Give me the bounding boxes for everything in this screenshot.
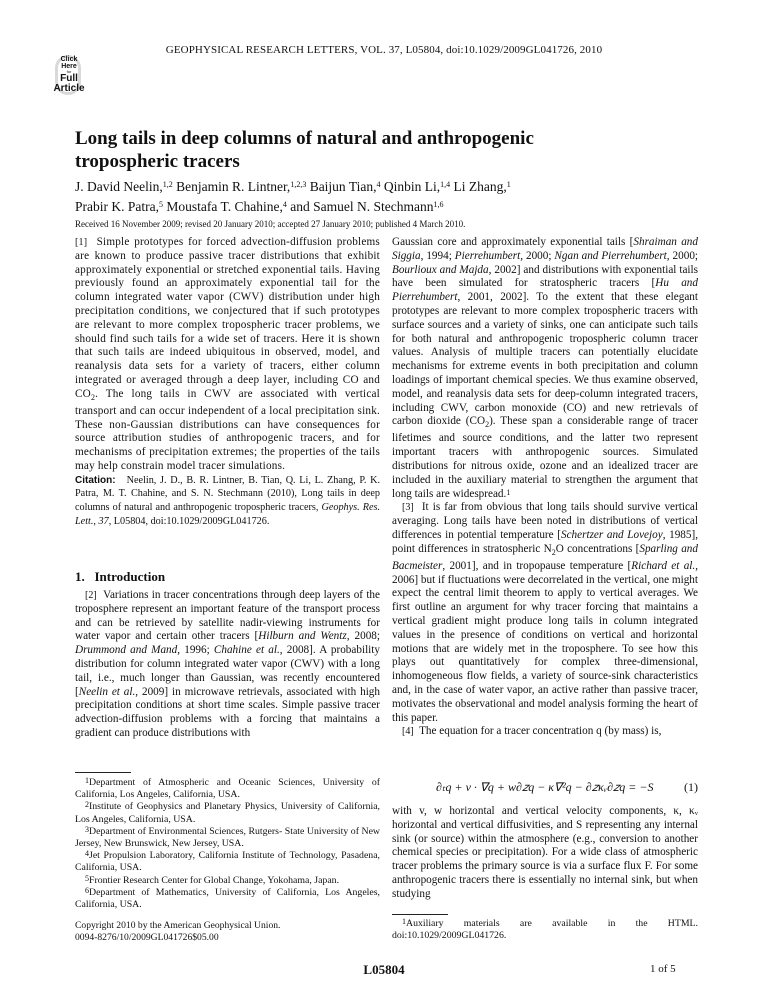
author: Prabir K. Patra,$^5$ [75,199,163,214]
copyright [75,920,280,944]
full-article-link-icon[interactable] [52,55,86,95]
badge-text: Article [53,83,85,94]
equation-number: (1) [684,780,698,794]
author-list [75,177,715,217]
affiliation: $^4$Jet Propulsion Laboratory, California Institute of Technology, Pasadena, California, USA. [75,849,380,874]
auxiliary-footnote [392,914,698,942]
author: Moustafa T. Chahine,$^4$ [166,199,287,214]
body-paragraph: with v, w horizontal and vertical velocity components, κ, κᵥ horizontal and vertical diffusivities, and S representing any internal sink (or source) within the atmosphere (e.g., conversion to another chemical species or precipitation). For a wide class of atmospheric tracer problems the primary source is via a surface flux F. For some anthropogenic tracers there is essentially no internal sink, but when studying [392,805,698,900]
footnote: $^1$Auxiliary materials are available in the HTML. doi:10.1029/2009GL041726. [392,917,698,942]
affiliation-list [75,777,380,911]
paragraph-4-continued [392,805,698,902]
paragraph-number: [4] [402,726,414,738]
title-line: Long tails in deep columns of natural and anthropogenic [75,128,534,149]
body-paragraph: [4] The equation for a tracer concentration q (by mass) is, [402,725,662,738]
paragraph-number: [1] [75,237,88,248]
abstract [75,236,380,528]
author: J. David Neelin,$^{1,2}$ [75,179,173,194]
equation-expression: ∂ₜq + v · ∇q + w∂𝑧q − κ∇²q − ∂𝑧κᵥ∂𝑧q = −S [436,780,654,794]
author: and Samuel N. Stechmann$^{1,6}$ [290,199,444,214]
page-code: L05804 [363,962,405,977]
footnote-rule [75,772,131,773]
paragraph-2 [75,589,380,741]
author: Qinbin Li,$^{1,4}$ [383,179,451,194]
author: Li Zhang,$^1$ [453,179,511,194]
abstract-paragraph: [1] Simple prototypes for forced advection-diffusion problems are known to produce passive tracer distributions that exhibit approximately exponential or stretched exponential tails. Having previously found an approximately exponential tail for the column integrated water vapor (CWV) distribution under high precipitation conditions, we conjectured that if such prototypes are relevant to more complex tropospheric tracer problems, we should find such tails for a wide set of tracers. Here it is shown that such tails are indeed ubiquitous in observed, model, and reanalysis data sets for a variety of tracers, either column integrated or averaged through a deep layer, including CO and $CO_2$. The long tails in CWV are associated with vertical transport and can occur independent of a local precipitation sink. These non-Gaussian distributions can have consequences for source attribution studies of anthropogenic tracers, and for mechanisms of precipitation extremes; the properties of the tails may help constrain model tracer simulations. [75,236,380,472]
paragraph-number: [2] [85,590,97,601]
body-paragraph: Gaussian core and approximately exponential tails [Shraiman and Siggia, 1994; Pierrehumbert, 2000; Ngan and Pierrehumbert, 2000; Bourlioux and Majda, 2002] and distributions with exponential tails have been simulated for stratospheric tracers [Hu and Pierrehumbert, 2001, 2002]. To the extent that these elegant prototypes are relevant to more complex tropospheric tracers with surface sources and a variety of sinks, one can anticipate such tails for both natural and anthropogenic tropospheric column tracer values. Analysis of multiple tracers can potentially elucidate mechanisms for extreme events in both precipitation and column loadings of important chemical species. We thus examine observed, model, and reanalysis data sets for deep-column integrated tracers, including CWV, carbon monoxide (CO) and new retrievals of carbon dioxide $(CO_2)$. These span a considerable range of tracer lifetimes and source conditions, and the latter two represent important tracers with anthropogenic sources. Simulated distributions for nitrous oxide, ozone and an idealized tracer are included in the auxiliary material to strengthen the argument that long tails are widespread.$^1$ [392,236,699,500]
section-heading: 1. Introduction [75,569,166,584]
badge-text: Here [61,63,77,70]
footnote-rule [392,914,448,915]
issn-line: 0094-8276/10/2009GL041726$05.00 [75,932,219,943]
received-dates: Received 16 November 2009; revised 20 January 2010; accepted 27 January 2010; published 4 March 2010. [75,219,466,229]
citation: Citation: Neelin, J. D., B. R. Lintner, B. Tian, Q. Li, L. Zhang, P. K. Patra, M. T. Chahine, and S. N. Stechmann (2010), Long tails in deep columns of natural and anthropogenic tropospheric tracers, Geophys. Res. Lett., 37, L05804, doi:10.1029/2009GL041726. [75,474,380,527]
affiliations [75,772,380,911]
affiliation: $^3$Department of Environmental Sciences, Rutgers- State University of New Jersey, New Brunswick, New Jersey, USA. [75,824,380,850]
affiliation: $^2$Institute of Geophysics and Planetary Physics, University of California, Los Angeles, California, USA. [75,800,380,825]
badge-text: for [66,69,72,74]
copyright-line: Copyright 2010 by the American Geophysical Union. [75,920,281,931]
affiliation: $^1$Department of Atmospheric and Oceanic Sciences, University of California, Los Angeles, California, USA. [75,776,380,801]
running-head: GEOPHYSICAL RESEARCH LETTERS, VOL. 37, L05804, doi:10.1029/2009GL041726, 2010 [165,44,603,56]
paragraph-number: [3] [402,502,414,514]
page-number: 1 of 5 [650,963,676,975]
affiliation: $^5$Frontier Research Center for Global Change, Yokohama, Japan. [85,873,340,886]
author: Baijun Tian,$^4$ [309,179,381,194]
body-paragraph: [3] It is far from obvious that long tails should survive vertical averaging. Long tails have been noted in distributions of vertical differences in potential temperature [Schertzer and Lovejoy, 1985], point differences in stratospheric $N_2O$ concentrations [Sparling and Bacmeister, 2001], and in tropopause temperature [Richard et al., 2006] but if fluctuations were decorrelated in the vertical, one might expect the central limit theorem to apply to vertical averages. We first outline an argument for why tracer forcing that maintains a vertical gradient might produce long tails in column integrated values in the presence of conditions on vertical and horizontal motions that are widely met in the troposphere. To see how this plays out quantitatively for complex three-dimensional, inhomogeneous flow fields, a variety of source-sink characteristics and, in the case of water vapor, an active rather than passive tracer, motivates the observational and model analysis forming the heart of this paper. [392,501,699,724]
body-paragraph: [2] Variations in tracer concentrations through deep layers of the troposphere represent an important feature of the transport process and can be retrieved by satellite nadir-viewing instruments for water vapor and certain other tracers [Hilburn and Wentz, 2008; Drummond and Mand, 1996; Chahine et al., 2008]. A probability distribution for column integrated water vapor (CWV) with a long tail, i.e., much longer than Gaussian, was recently encountered [Neelin et al., 2009] in microwave retrievals, associated with high precipitation conditions at short time scales. Simple passive tracer advection-diffusion problems with a forcing that maintains a gradient can produce distributions with [75,589,381,739]
right-column [392,236,698,739]
citation-label: Citation: [75,474,116,486]
badge-text: Click [60,56,78,63]
author: Benjamin R. Lintner,$^{1,2,3}$ [176,179,307,194]
affiliation: $^6$Department of Mathematics, University of California, Los Angeles, California, USA. [75,885,380,911]
title-line: tropospheric tracers [75,151,240,172]
badge-text: Full [60,73,78,84]
article-title [75,127,695,173]
